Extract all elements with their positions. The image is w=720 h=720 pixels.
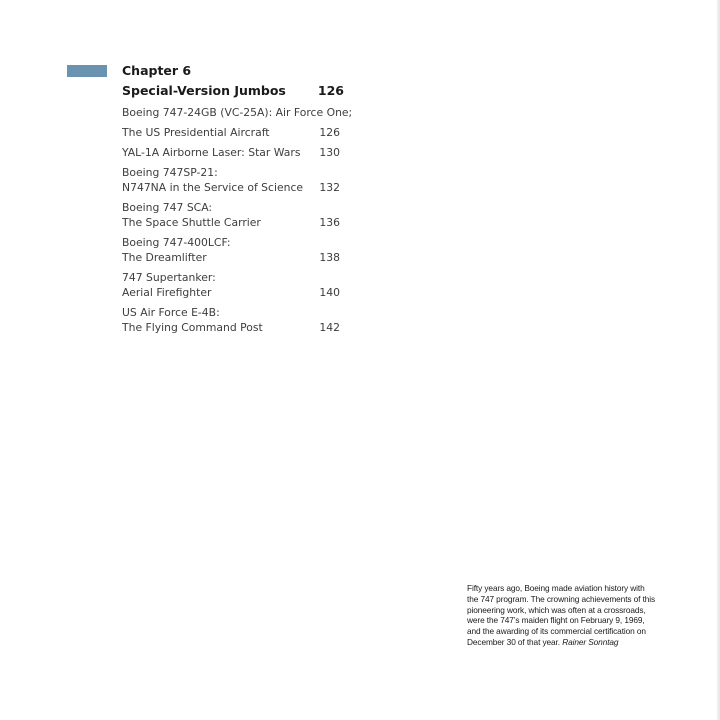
chapter-title-row[interactable] <box>122 82 344 100</box>
toc-entry-line: The Dreamlifter <box>122 251 207 264</box>
toc-entry-page: 140 <box>319 286 340 299</box>
toc-entry[interactable] <box>122 235 344 266</box>
toc-entry-page: 132 <box>319 181 340 194</box>
toc-entry-page: 138 <box>319 251 340 264</box>
toc-entry-line: Boeing 747-24GB (VC-25A): Air Force One; <box>122 106 353 119</box>
toc-entry[interactable] <box>122 145 344 161</box>
toc-entry[interactable] <box>122 165 344 196</box>
toc-entry-page: 142 <box>319 321 340 334</box>
toc-entry[interactable] <box>122 305 344 336</box>
chapter-page-number: 126 <box>317 83 344 98</box>
toc-entry-page: 136 <box>319 216 340 229</box>
photo-caption <box>467 583 657 648</box>
table-of-contents <box>122 62 353 336</box>
toc-entry[interactable] <box>122 105 353 140</box>
toc-entry-line: US Air Force E-4B: <box>122 305 220 319</box>
toc-entry-line: The Space Shuttle Carrier <box>122 216 261 229</box>
caption-author: Rainer Sonntag <box>562 636 619 647</box>
toc-entry-line: Aerial Firefighter <box>122 286 212 299</box>
toc-entry-line: The US Presidential Aircraft <box>122 125 270 139</box>
toc-entry-page: 130 <box>319 146 340 159</box>
chapter-accent-bar <box>67 65 107 77</box>
toc-entry-line: 747 Supertanker: <box>122 270 216 284</box>
toc-entry-line: N747NA in the Service of Science <box>122 181 304 194</box>
toc-entry-line: Boeing 747 SCA: <box>122 200 213 214</box>
toc-entry[interactable] <box>122 270 344 301</box>
toc-entry-page: 126 <box>319 125 340 139</box>
toc-entry-line: Boeing 747SP-21: <box>122 165 218 179</box>
chapter-label: Chapter 6 <box>122 63 192 78</box>
toc-entry-line: The Flying Command Post <box>122 321 263 334</box>
caption-text: Fifty years ago, Boeing made aviation history with the 747 program. The crowning achievements of this pioneering work, which was often at a crossroads, were the 747’s maiden flight on February 9, 1969, and the awarding of its commercial certification on December 30 of that year. <box>467 583 656 647</box>
toc-entry-line: YAL-1A Airborne Laser: Star Wars <box>122 146 301 159</box>
toc-entry[interactable] <box>122 200 344 231</box>
chapter-title: Special-Version Jumbos <box>122 83 286 98</box>
toc-entry-line: Boeing 747-400LCF: <box>122 235 231 249</box>
